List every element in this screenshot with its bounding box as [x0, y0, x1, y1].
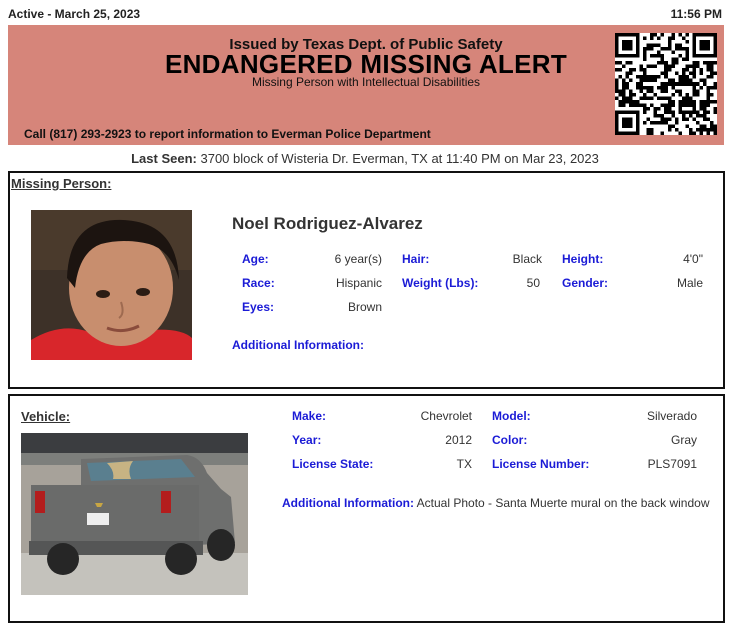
color-label: Color: [492, 433, 528, 447]
vehicle-photo [21, 433, 248, 595]
race-value: Hispanic [335, 276, 382, 290]
missing-person-name: Noel Rodriguez-Alvarez [232, 214, 423, 233]
license-number-label: License Number: [492, 457, 590, 471]
make-label: Make: [292, 409, 327, 423]
height-label: Height: [562, 252, 604, 266]
weight-label: Weight (Lbs): [402, 276, 479, 290]
person-additional-info-label: Additional Information: [232, 338, 364, 352]
height-value: 4'0" [683, 252, 703, 266]
alert-banner [8, 25, 724, 145]
missing-person-section [8, 171, 725, 389]
vehicle-additional-info-label: Additional Information: [282, 496, 414, 510]
age-label: Age: [242, 252, 269, 266]
qr-code[interactable] [615, 33, 717, 135]
color-value: Gray [670, 433, 697, 447]
vehicle-additional-info [282, 494, 712, 512]
hair-label: Hair: [402, 252, 430, 266]
last-seen-line [0, 151, 730, 166]
call-to-report: Call (817) 293-2923 to report information to Everman Police Department [24, 127, 431, 141]
missing-person-heading: Missing Person: [11, 176, 112, 191]
license-number-value: PLS7091 [647, 457, 697, 471]
vehicle-additional-info-text: Actual Photo - Santa Muerte mural on the back window [416, 496, 710, 510]
issuer-line: Issued by Texas Dept. of Public Safety [229, 36, 503, 53]
hair-value: Black [512, 252, 542, 266]
gender-value: Male [676, 276, 703, 290]
license-state-label: License State: [292, 457, 374, 471]
age-value: 6 year(s) [334, 252, 382, 266]
alert-status-date: Active - March 25, 2023 [8, 7, 141, 21]
last-seen-text: 3700 block of Wisteria Dr. Everman, TX at 11:40 PM on Mar 23, 2023 [200, 151, 599, 166]
alert-subtitle: Missing Person with Intellectual Disabilities [251, 75, 481, 89]
model-value: Silverado [646, 409, 697, 423]
race-label: Race: [242, 276, 275, 290]
alert-time: 11:56 PM [670, 7, 722, 21]
qr-modules [615, 33, 717, 135]
year-value: 2012 [445, 433, 472, 447]
license-state-value: TX [456, 457, 472, 471]
missing-person-photo [31, 210, 192, 360]
model-label: Model: [492, 409, 531, 423]
year-label: Year: [292, 433, 322, 447]
alert-title: ENDANGERED MISSING ALERT [164, 49, 568, 79]
gender-label: Gender: [562, 276, 609, 290]
last-seen-label: Last Seen: [131, 151, 197, 166]
eyes-value: Brown [347, 300, 382, 314]
vehicle-section [8, 394, 725, 623]
make-value: Chevrolet [420, 409, 472, 423]
eyes-label: Eyes: [242, 300, 275, 314]
weight-value: 50 [526, 276, 540, 290]
vehicle-heading: Vehicle: [21, 409, 71, 424]
